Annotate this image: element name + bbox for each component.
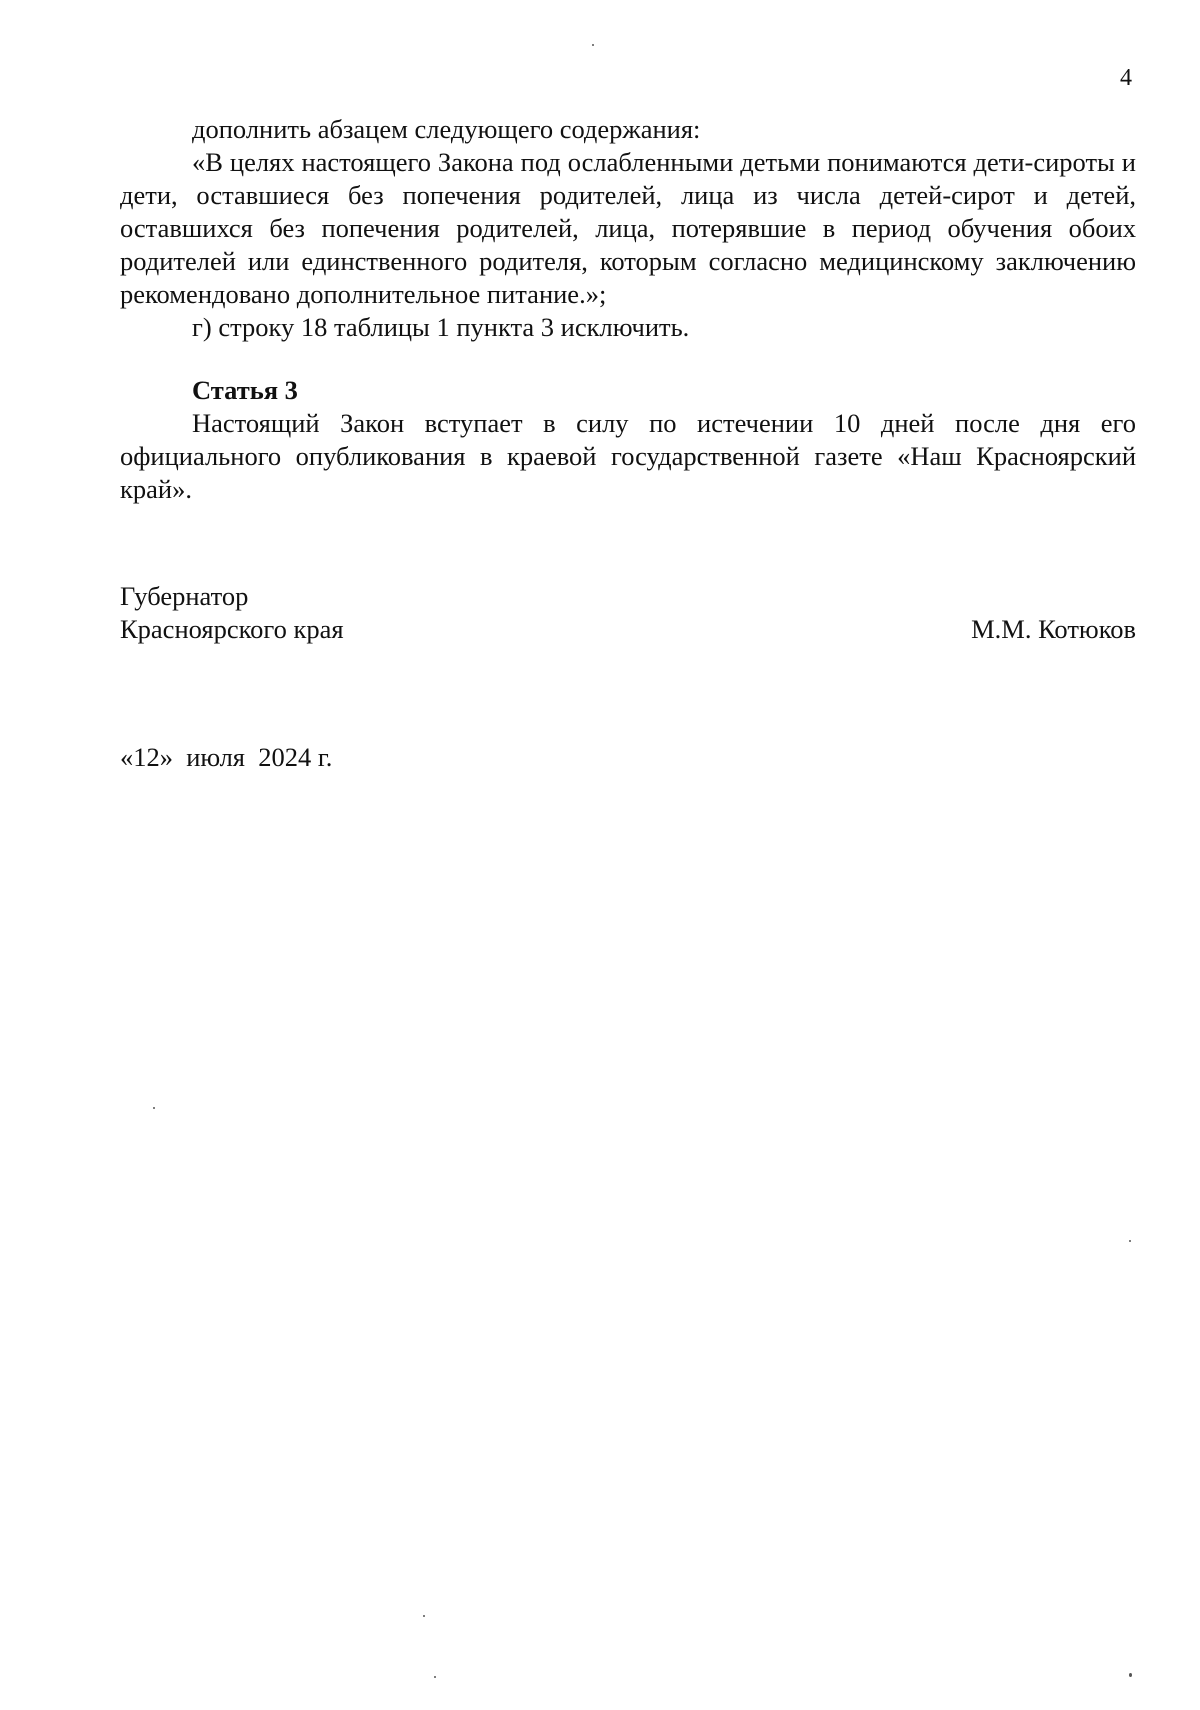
signature-block (120, 580, 1136, 646)
scan-speck (434, 1676, 436, 1678)
article-text: Настоящий Закон вступает в силу по истечении 10 дней после дня его официального опубликования в краевой государственной газете «Наш Красноярский край». (120, 408, 1136, 504)
article-title: Статья 3 (192, 375, 298, 405)
paragraph-amendment-intro: дополнить абзацем следующего содержания: (192, 114, 701, 144)
signature-position-line2: Красноярского края (120, 614, 344, 644)
scan-speck (423, 1615, 425, 1617)
page-number: 4 (1120, 65, 1132, 91)
scan-speck (1129, 1673, 1132, 1677)
document-date: «12» июля 2024 г. (120, 742, 333, 772)
scan-speck (592, 44, 594, 46)
signature-name: М.М. Котюков (971, 614, 1136, 644)
scan-speck (1129, 1240, 1131, 1242)
paragraph-amendment-text: «В целях настоящего Закона под ослабленными детьми понимаются дети-сироты и дети, оставшиеся без попечения родителей, лица из числа детей-сирот и детей, оставшихся без попечения родителей, лица, потерявшие в период обучения обоих родителей или единственного родителя, которым согласно медицинскому заключению рекомендовано дополнительное питание.»; (120, 147, 1136, 309)
document-body (120, 113, 1136, 506)
scan-speck (153, 1107, 155, 1109)
signature-position-line1: Губернатор (120, 581, 249, 611)
paragraph-amendment-row: г) строку 18 таблицы 1 пункта 3 исключить. (192, 312, 690, 342)
